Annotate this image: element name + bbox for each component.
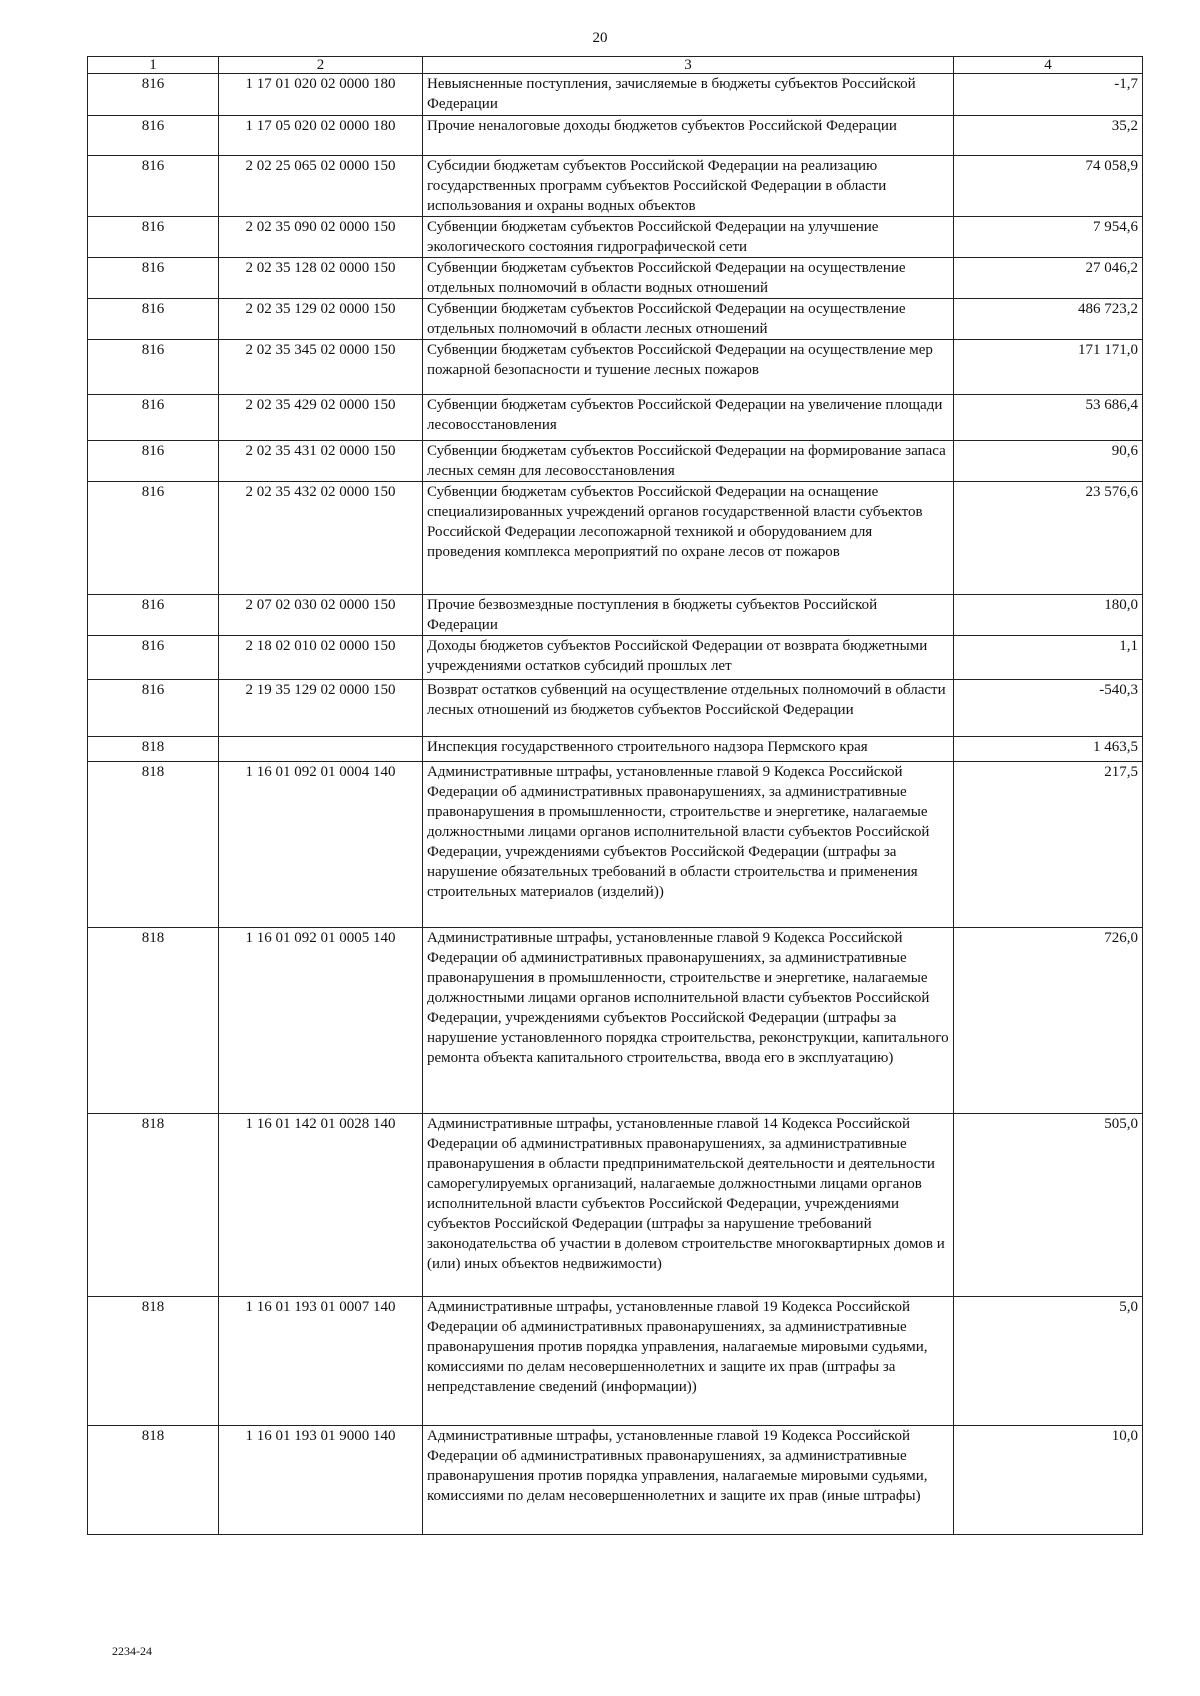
admin-code-cell: 818: [88, 1114, 219, 1297]
table-row: [88, 737, 1143, 762]
budget-code-cell: 1 17 01 020 02 0000 180: [219, 74, 423, 116]
admin-code-cell: 816: [88, 156, 219, 217]
amount-cell: 7 954,6: [954, 217, 1143, 258]
revenue-name-cell: Субвенции бюджетам субъектов Российской Федерации на осуществление отдельных полномочий в области лесных отношений: [423, 299, 954, 340]
admin-code-cell: 818: [88, 762, 219, 928]
revenue-name-cell: Невыясненные поступления, зачисляемые в бюджеты субъектов Российской Федерации: [423, 74, 954, 116]
amount-cell: 35,2: [954, 116, 1143, 156]
table-header: [88, 57, 1143, 74]
amount-cell: 217,5: [954, 762, 1143, 928]
table-row: [88, 636, 1143, 680]
amount-cell: 53 686,4: [954, 395, 1143, 441]
admin-code-cell: 816: [88, 340, 219, 395]
amount-cell: 10,0: [954, 1426, 1143, 1535]
header-row: [88, 57, 1143, 74]
budget-code-cell: [219, 737, 423, 762]
amount-cell: 1 463,5: [954, 737, 1143, 762]
revenue-name-cell: Возврат остатков субвенций на осуществление отдельных полномочий в области лесных отношений из бюджетов субъектов Российской Федерации: [423, 680, 954, 737]
table-row: [88, 340, 1143, 395]
budget-code-cell: 2 07 02 030 02 0000 150: [219, 595, 423, 636]
amount-cell: 5,0: [954, 1297, 1143, 1426]
table-row: [88, 680, 1143, 737]
admin-code-cell: 816: [88, 595, 219, 636]
revenue-name-cell: Административные штрафы, установленные главой 9 Кодекса Российской Федерации об административных правонарушениях, за административные правонарушения в промышленности, строительстве и энергетике, налагаемые должностными лицами органов исполнительной власти субъектов Российской Федерации, учреждениями субъектов Российской Федерации (штрафы за нарушение обязательных требований в области строительства и применения строительных материалов (изделий)): [423, 762, 954, 928]
amount-cell: 180,0: [954, 595, 1143, 636]
revenue-name-cell: Субвенции бюджетам субъектов Российской Федерации на формирование запаса лесных семян для лесовосстановления: [423, 441, 954, 482]
budget-code-cell: 1 16 01 092 01 0005 140: [219, 928, 423, 1114]
table-row: [88, 1426, 1143, 1535]
budget-code-cell: 2 02 25 065 02 0000 150: [219, 156, 423, 217]
amount-cell: 90,6: [954, 441, 1143, 482]
revenue-name-cell: Административные штрафы, установленные главой 19 Кодекса Российской Федерации об административных правонарушениях, за административные правонарушения против порядка управления, налагаемые мировыми судьями, комиссиями по делам несовершеннолетних и защите их прав (иные штрафы): [423, 1426, 954, 1535]
amount-cell: 486 723,2: [954, 299, 1143, 340]
revenue-name-cell: Субвенции бюджетам субъектов Российской Федерации на улучшение экологического состояния гидрографической сети: [423, 217, 954, 258]
table-row: [88, 395, 1143, 441]
revenue-table: [87, 56, 1143, 1535]
admin-code-cell: 816: [88, 395, 219, 441]
column-header: 4: [954, 57, 1143, 74]
budget-code-cell: 1 16 01 092 01 0004 140: [219, 762, 423, 928]
revenue-name-cell: Прочие безвозмездные поступления в бюджеты субъектов Российской Федерации: [423, 595, 954, 636]
amount-cell: -1,7: [954, 74, 1143, 116]
revenue-name-cell: Прочие неналоговые доходы бюджетов субъектов Российской Федерации: [423, 116, 954, 156]
amount-cell: 1,1: [954, 636, 1143, 680]
table-row: [88, 299, 1143, 340]
revenue-name-cell: Субвенции бюджетам субъектов Российской Федерации на осуществление отдельных полномочий в области водных отношений: [423, 258, 954, 299]
table-row: [88, 258, 1143, 299]
budget-code-cell: 2 02 35 129 02 0000 150: [219, 299, 423, 340]
table-body: [88, 74, 1143, 1535]
admin-code-cell: 816: [88, 258, 219, 299]
column-header: 2: [219, 57, 423, 74]
admin-code-cell: 816: [88, 299, 219, 340]
budget-code-cell: 2 02 35 431 02 0000 150: [219, 441, 423, 482]
revenue-name-cell: Административные штрафы, установленные главой 9 Кодекса Российской Федерации об административных правонарушениях, за административные правонарушения в промышленности, строительстве и энергетике, налагаемые должностными лицами органов исполнительной власти субъектов Российской Федерации, учреждениями субъектов Российской Федерации (штрафы за нарушение установленного порядка строительства, реконструкции, капитального ремонта объекта капитального строительства, ввода его в эксплуатацию): [423, 928, 954, 1114]
table-row: [88, 217, 1143, 258]
revenue-name-cell: Субвенции бюджетам субъектов Российской Федерации на осуществление мер пожарной безопасности и тушение лесных пожаров: [423, 340, 954, 395]
page-number: 20: [592, 30, 608, 46]
revenue-name-cell: Субсидии бюджетам субъектов Российской Федерации на реализацию государственных программ субъектов Российской Федерации в области использования и охраны водных объектов: [423, 156, 954, 217]
column-header: 1: [88, 57, 219, 74]
budget-code-cell: 2 02 35 090 02 0000 150: [219, 217, 423, 258]
table-row: [88, 116, 1143, 156]
document-id: 2234-24: [112, 1644, 152, 1658]
budget-code-cell: 1 16 01 193 01 0007 140: [219, 1297, 423, 1426]
table-row: [88, 441, 1143, 482]
revenue-name-cell: Субвенции бюджетам субъектов Российской Федерации на увеличение площади лесовосстановления: [423, 395, 954, 441]
table-row: [88, 1114, 1143, 1297]
revenue-name-cell: Субвенции бюджетам субъектов Российской Федерации на оснащение специализированных учреждений органов государственной власти субъектов Российской Федерации лесопожарной техникой и оборудованием для проведения комплекса мероприятий по охране лесов от пожаров: [423, 482, 954, 595]
table-row: [88, 74, 1143, 116]
admin-code-cell: 818: [88, 737, 219, 762]
budget-code-cell: 2 19 35 129 02 0000 150: [219, 680, 423, 737]
amount-cell: 171 171,0: [954, 340, 1143, 395]
table-row: [88, 156, 1143, 217]
table-row: [88, 762, 1143, 928]
admin-code-cell: 816: [88, 74, 219, 116]
admin-code-cell: 818: [88, 1297, 219, 1426]
admin-code-cell: 818: [88, 1426, 219, 1535]
revenue-name-cell: Доходы бюджетов субъектов Российской Федерации от возврата бюджетными учреждениями остатков субсидий прошлых лет: [423, 636, 954, 680]
admin-code-cell: 816: [88, 217, 219, 258]
budget-code-cell: 2 02 35 432 02 0000 150: [219, 482, 423, 595]
amount-cell: 23 576,6: [954, 482, 1143, 595]
revenue-name-cell: Административные штрафы, установленные главой 14 Кодекса Российской Федерации об административных правонарушениях, за административные правонарушения в области предпринимательской деятельности и деятельности саморегулируемых организаций, налагаемые должностными лицами органов исполнительной власти субъектов Российской Федерации, учреждениями субъектов Российской Федерации (штрафы за нарушение требований законодательства об участии в долевом строительстве многоквартирных домов и (или) иных объектов недвижимости): [423, 1114, 954, 1297]
table-row: [88, 595, 1143, 636]
table-row: [88, 1297, 1143, 1426]
budget-code-cell: 2 02 35 128 02 0000 150: [219, 258, 423, 299]
amount-cell: 726,0: [954, 928, 1143, 1114]
table-row: [88, 482, 1143, 595]
column-header: 3: [423, 57, 954, 74]
amount-cell: -540,3: [954, 680, 1143, 737]
revenue-name-cell: Административные штрафы, установленные главой 19 Кодекса Российской Федерации об административных правонарушениях, за административные правонарушения против порядка управления, налагаемые мировыми судьями, комиссиями по делам несовершеннолетних и защите их прав (штрафы за непредставление сведений (информации)): [423, 1297, 954, 1426]
admin-code-cell: 816: [88, 482, 219, 595]
admin-code-cell: 816: [88, 441, 219, 482]
admin-code-cell: 816: [88, 636, 219, 680]
admin-code-cell: 818: [88, 928, 219, 1114]
admin-code-cell: 816: [88, 116, 219, 156]
budget-code-cell: 1 16 01 142 01 0028 140: [219, 1114, 423, 1297]
table-row: [88, 928, 1143, 1114]
budget-code-cell: 2 02 35 429 02 0000 150: [219, 395, 423, 441]
amount-cell: 505,0: [954, 1114, 1143, 1297]
budget-code-cell: 1 17 05 020 02 0000 180: [219, 116, 423, 156]
admin-code-cell: 816: [88, 680, 219, 737]
amount-cell: 27 046,2: [954, 258, 1143, 299]
budget-code-cell: 2 02 35 345 02 0000 150: [219, 340, 423, 395]
revenue-name-cell: Инспекция государственного строительного надзора Пермского края: [423, 737, 954, 762]
budget-code-cell: 1 16 01 193 01 9000 140: [219, 1426, 423, 1535]
amount-cell: 74 058,9: [954, 156, 1143, 217]
budget-code-cell: 2 18 02 010 02 0000 150: [219, 636, 423, 680]
